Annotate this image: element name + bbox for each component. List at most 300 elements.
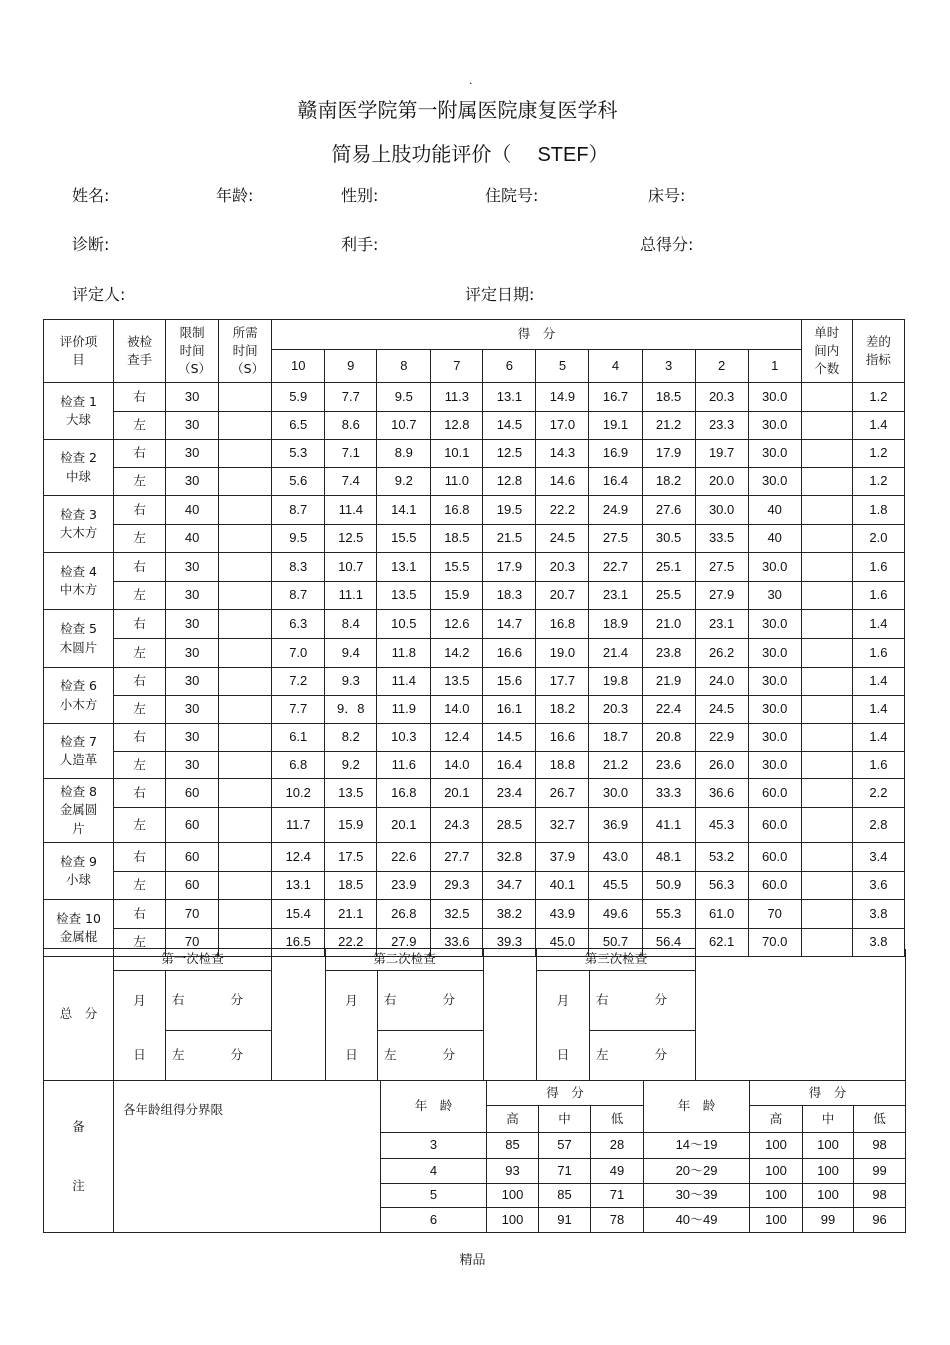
score-cell: 30.0 [748, 752, 801, 779]
table-row [44, 843, 905, 872]
score-cell: 60.0 [748, 872, 801, 900]
score-cell: 18.2 [536, 696, 589, 724]
form-title [0, 138, 940, 167]
exam-3-right: 右 分 [590, 971, 696, 1031]
score-cell: 21.9 [642, 668, 695, 696]
score-cell: 20.3 [695, 383, 748, 412]
score-cell: 30.0 [748, 639, 801, 668]
age-norm-left-low: 78 [591, 1208, 644, 1233]
assessor-field: 评定人: [72, 285, 126, 304]
diff-cell: 3.8 [852, 900, 904, 929]
score-cell: 25.5 [642, 582, 695, 610]
needed-time-cell [219, 412, 272, 440]
table-row [44, 525, 905, 553]
diff-cell: 1.6 [852, 639, 904, 668]
needed-time-cell [219, 872, 272, 900]
unit-count-cell [801, 639, 852, 668]
score-cell: 21.2 [589, 752, 642, 779]
table-row [44, 808, 905, 843]
score-cell: 18.3 [483, 582, 536, 610]
score-cell: 60.0 [748, 808, 801, 843]
score-cell: 14.1 [377, 496, 431, 525]
score-cell: 33.5 [695, 525, 748, 553]
score-cell: 10.2 [272, 779, 325, 808]
score-cell: 6.8 [272, 752, 325, 779]
diff-cell: 1.6 [852, 752, 904, 779]
score-cell: 7.4 [325, 468, 377, 496]
score-cell: 70 [748, 900, 801, 929]
score-cell: 11.4 [377, 668, 431, 696]
score-cell: 30.0 [748, 724, 801, 752]
exam-3-header: 第三次检查 [537, 949, 696, 971]
score-cell: 22.9 [695, 724, 748, 752]
age-norm-right-high: 100 [750, 1208, 803, 1233]
header-hand: 被检查手 [114, 320, 166, 383]
score-cell: 10.1 [431, 440, 483, 468]
needed-time-cell [219, 668, 272, 696]
limit-time-cell: 60 [166, 808, 219, 843]
exam-gap-2 [484, 949, 537, 1081]
score-cell: 16.4 [483, 752, 536, 779]
needed-time-cell [219, 724, 272, 752]
score-level-header: 1 [748, 350, 801, 383]
needed-time-cell [219, 843, 272, 872]
score-cell: 17.9 [483, 553, 536, 582]
score-cell: 19.7 [695, 440, 748, 468]
hand-cell: 右 [114, 668, 166, 696]
score-cell: 22.4 [642, 696, 695, 724]
score-cell: 38.2 [483, 900, 536, 929]
score-cell: 14.0 [431, 752, 483, 779]
diff-cell: 2.8 [852, 808, 904, 843]
score-cell: 23.3 [695, 412, 748, 440]
age-norm-right-age: 30～39 [644, 1184, 750, 1208]
score-cell: 48.1 [642, 843, 695, 872]
table-row [44, 779, 905, 808]
score-cell: 27.7 [431, 843, 483, 872]
name-field: 姓名: [72, 186, 110, 205]
score-cell: 60.0 [748, 843, 801, 872]
score-cell: 8.2 [325, 724, 377, 752]
needed-time-cell [219, 808, 272, 843]
limit-time-cell: 30 [166, 724, 219, 752]
score-cell: 24.5 [695, 696, 748, 724]
score-cell: 17.5 [325, 843, 377, 872]
score-cell: 33.6 [431, 929, 483, 957]
score-cell: 11.8 [377, 639, 431, 668]
needed-time-cell [219, 525, 272, 553]
limit-time-cell: 70 [166, 929, 219, 957]
score-cell: 26.8 [377, 900, 431, 929]
score-level-header: 4 [589, 350, 642, 383]
exam-2-header: 第二次检查 [326, 949, 484, 971]
notes-high-left: 高 [487, 1106, 539, 1133]
needed-time-cell [219, 582, 272, 610]
table-row [44, 582, 905, 610]
notes-score-header-left: 得 分 [487, 1081, 644, 1106]
exam-2-day: 日 [326, 1031, 378, 1081]
score-cell: 12.4 [272, 843, 325, 872]
test-name: 检查 10 金属棍 [44, 900, 114, 957]
table-row [44, 696, 905, 724]
hand-cell: 右 [114, 383, 166, 412]
score-cell: 49.6 [589, 900, 642, 929]
score-cell: 29.3 [431, 872, 483, 900]
age-norm-right-low: 98 [854, 1184, 906, 1208]
score-cell: 32.7 [536, 808, 589, 843]
notes-label: 备 注 [44, 1081, 114, 1233]
score-level-header: 7 [431, 350, 483, 383]
unit-count-cell [801, 843, 852, 872]
score-cell: 12.5 [483, 440, 536, 468]
test-name: 检查 2 中球 [44, 440, 114, 496]
score-cell: 6.3 [272, 610, 325, 639]
score-cell: 9.2 [325, 752, 377, 779]
age-norm-right-age: 14～19 [644, 1133, 750, 1159]
needed-time-cell [219, 779, 272, 808]
age-norm-right-mid: 100 [803, 1159, 854, 1184]
score-cell: 14.0 [431, 696, 483, 724]
diff-cell: 1.8 [852, 496, 904, 525]
notes-mid-left: 中 [539, 1106, 591, 1133]
score-cell: 6.5 [272, 412, 325, 440]
unit-count-cell [801, 808, 852, 843]
age-norm-right-age: 40～49 [644, 1208, 750, 1233]
limit-time-cell: 30 [166, 668, 219, 696]
score-cell: 17.7 [536, 668, 589, 696]
score-cell: 14.7 [483, 610, 536, 639]
header-diff: 差的指标 [852, 320, 904, 383]
diagnosis-field: 诊断: [72, 235, 110, 254]
score-cell: 7.2 [272, 668, 325, 696]
hand-cell: 左 [114, 752, 166, 779]
header-limit-time: 限制时间（S） [166, 320, 219, 383]
unit-count-cell [801, 900, 852, 929]
table-row [44, 496, 905, 525]
score-cell: 33.3 [642, 779, 695, 808]
score-level-header: 10 [272, 350, 325, 383]
table-row [44, 412, 905, 440]
unit-count-cell [801, 696, 852, 724]
test-name: 检查 1 大球 [44, 383, 114, 440]
score-cell: 16.5 [272, 929, 325, 957]
limit-time-cell: 60 [166, 843, 219, 872]
diff-cell: 1.4 [852, 668, 904, 696]
limit-time-cell: 30 [166, 468, 219, 496]
limit-time-cell: 30 [166, 582, 219, 610]
hand-cell: 左 [114, 872, 166, 900]
score-cell: 16.9 [589, 440, 642, 468]
score-cell: 30.0 [748, 440, 801, 468]
hand-cell: 右 [114, 440, 166, 468]
unit-count-cell [801, 553, 852, 582]
score-cell: 20.1 [431, 779, 483, 808]
score-cell: 16.1 [483, 696, 536, 724]
score-cell: 18.7 [589, 724, 642, 752]
exam-1-day: 日 [114, 1031, 166, 1081]
score-cell: 27.6 [642, 496, 695, 525]
unit-count-cell [801, 412, 852, 440]
score-cell: 6.1 [272, 724, 325, 752]
age-norm-left-mid: 71 [539, 1159, 591, 1184]
header-dot: . [469, 74, 473, 87]
score-cell: 30.0 [748, 553, 801, 582]
score-cell: 55.3 [642, 900, 695, 929]
age-norm-right-mid: 100 [803, 1133, 854, 1159]
age-norm-left-high: 100 [487, 1184, 539, 1208]
age-norm-left-mid: 91 [539, 1208, 591, 1233]
score-cell: 25.1 [642, 553, 695, 582]
score-cell: 14.5 [483, 724, 536, 752]
needed-time-cell [219, 696, 272, 724]
unit-count-cell [801, 440, 852, 468]
score-cell: 14.2 [431, 639, 483, 668]
score-cell: 16.4 [589, 468, 642, 496]
score-cell: 20.3 [589, 696, 642, 724]
score-cell: 10.7 [377, 412, 431, 440]
score-cell: 30.0 [695, 496, 748, 525]
score-cell: 41.1 [642, 808, 695, 843]
score-cell: 24.0 [695, 668, 748, 696]
score-level-header: 9 [325, 350, 377, 383]
score-cell: 10.5 [377, 610, 431, 639]
age-norm-left-mid: 85 [539, 1184, 591, 1208]
hand-cell: 左 [114, 582, 166, 610]
hand-cell: 左 [114, 412, 166, 440]
score-cell: 37.9 [536, 843, 589, 872]
needed-time-cell [219, 639, 272, 668]
score-level-header: 5 [536, 350, 589, 383]
score-cell: 20.8 [642, 724, 695, 752]
limit-time-cell: 30 [166, 610, 219, 639]
diff-cell: 1.2 [852, 383, 904, 412]
exam-3-left: 左 分 [590, 1031, 696, 1081]
age-norm-right-low: 99 [854, 1159, 906, 1184]
score-cell: 11.7 [272, 808, 325, 843]
score-cell: 50.7 [589, 929, 642, 957]
footer-text: 精品 [459, 1253, 486, 1268]
score-cell: 18.9 [589, 610, 642, 639]
score-cell: 27.5 [589, 525, 642, 553]
needed-time-cell [219, 553, 272, 582]
unit-count-cell [801, 383, 852, 412]
total-score-table [43, 948, 906, 1081]
score-cell: 8.9 [377, 440, 431, 468]
limit-time-cell: 30 [166, 639, 219, 668]
score-cell: 30.0 [748, 468, 801, 496]
score-cell: 18.8 [536, 752, 589, 779]
score-cell: 13.1 [483, 383, 536, 412]
age-norm-right-low: 96 [854, 1208, 906, 1233]
unit-count-cell [801, 752, 852, 779]
hand-cell: 右 [114, 553, 166, 582]
limit-time-cell: 30 [166, 696, 219, 724]
diff-cell: 3.8 [852, 929, 904, 957]
age-norm-right-high: 100 [750, 1184, 803, 1208]
test-name: 检查 7 人造革 [44, 724, 114, 779]
hand-cell: 左 [114, 696, 166, 724]
age-norm-left-high: 100 [487, 1208, 539, 1233]
hand-cell: 右 [114, 610, 166, 639]
age-norm-left-low: 28 [591, 1133, 644, 1159]
score-cell: 12.5 [325, 525, 377, 553]
score-cell: 16.6 [483, 639, 536, 668]
diff-cell: 3.4 [852, 843, 904, 872]
score-cell: 11.4 [325, 496, 377, 525]
table-row [44, 610, 905, 639]
diff-cell: 2.0 [852, 525, 904, 553]
hand-cell: 左 [114, 639, 166, 668]
table-row [44, 468, 905, 496]
limit-time-cell: 40 [166, 496, 219, 525]
score-cell: 16.8 [431, 496, 483, 525]
score-cell: 15.9 [325, 808, 377, 843]
score-cell: 23.4 [483, 779, 536, 808]
table-row [44, 872, 905, 900]
score-cell: 23.8 [642, 639, 695, 668]
score-cell: 21.1 [325, 900, 377, 929]
score-cell: 23.6 [642, 752, 695, 779]
score-cell: 23.1 [589, 582, 642, 610]
age-norm-left-high: 85 [487, 1133, 539, 1159]
notes-age-header-right: 年 龄 [644, 1081, 750, 1133]
score-cell: 7.0 [272, 639, 325, 668]
exam-gap-1 [272, 949, 326, 1081]
score-cell: 9.5 [377, 383, 431, 412]
unit-count-cell [801, 610, 852, 639]
score-cell: 8.4 [325, 610, 377, 639]
score-cell: 27.9 [377, 929, 431, 957]
age-field: 年龄: [216, 186, 254, 205]
stef-score-table [43, 319, 905, 957]
score-cell: 60.0 [748, 779, 801, 808]
score-cell: 9．8 [325, 696, 377, 724]
score-cell: 16.8 [377, 779, 431, 808]
limit-time-cell: 60 [166, 872, 219, 900]
score-cell: 12.8 [431, 412, 483, 440]
score-cell: 50.9 [642, 872, 695, 900]
table-row [44, 440, 905, 468]
age-norm-left-high: 93 [487, 1159, 539, 1184]
score-cell: 15.5 [431, 553, 483, 582]
score-cell: 24.3 [431, 808, 483, 843]
total-score-field: 总得分: [640, 235, 694, 254]
limit-time-cell: 30 [166, 553, 219, 582]
header-unit-count: 单时间内个数 [801, 320, 852, 383]
score-cell: 56.4 [642, 929, 695, 957]
score-cell: 19.8 [589, 668, 642, 696]
score-cell: 30.0 [748, 383, 801, 412]
score-cell: 10.7 [325, 553, 377, 582]
diff-cell: 1.4 [852, 610, 904, 639]
score-cell: 8.7 [272, 496, 325, 525]
age-norm-left-age: 6 [381, 1208, 487, 1233]
score-cell: 11.9 [377, 696, 431, 724]
score-cell: 16.7 [589, 383, 642, 412]
exam-2-month: 月 [326, 971, 378, 1031]
hand-cell: 右 [114, 724, 166, 752]
score-cell: 12.4 [431, 724, 483, 752]
score-cell: 5.9 [272, 383, 325, 412]
sex-field: 性别: [341, 186, 379, 205]
unit-count-cell [801, 468, 852, 496]
diff-cell: 1.2 [852, 468, 904, 496]
exam-1-month: 月 [114, 971, 166, 1031]
score-cell: 17.9 [642, 440, 695, 468]
diff-cell: 1.4 [852, 696, 904, 724]
score-cell: 13.1 [272, 872, 325, 900]
score-cell: 39.3 [483, 929, 536, 957]
score-cell: 19.5 [483, 496, 536, 525]
exam-blank-right [696, 949, 906, 1081]
limit-time-cell: 60 [166, 779, 219, 808]
score-cell: 16.8 [536, 610, 589, 639]
test-name: 检查 6 小木方 [44, 668, 114, 724]
score-cell: 12.6 [431, 610, 483, 639]
score-cell: 14.3 [536, 440, 589, 468]
limit-time-cell: 30 [166, 440, 219, 468]
score-cell: 21.2 [642, 412, 695, 440]
needed-time-cell [219, 900, 272, 929]
score-level-header: 6 [483, 350, 536, 383]
score-cell: 10.3 [377, 724, 431, 752]
age-norm-left-low: 49 [591, 1159, 644, 1184]
exam-3-day: 日 [537, 1031, 590, 1081]
score-cell: 45.5 [589, 872, 642, 900]
exam-1-right: 右 分 [166, 971, 272, 1031]
score-cell: 40.1 [536, 872, 589, 900]
table-row [44, 383, 905, 412]
score-cell: 14.9 [536, 383, 589, 412]
bed-no-field: 床号: [648, 186, 686, 205]
limit-time-cell: 70 [166, 900, 219, 929]
needed-time-cell [219, 610, 272, 639]
needed-time-cell [219, 440, 272, 468]
diff-cell: 1.4 [852, 724, 904, 752]
score-cell: 9.5 [272, 525, 325, 553]
header-item: 评价项目 [44, 320, 114, 383]
hand-cell: 左 [114, 525, 166, 553]
notes-score-header-right: 得 分 [750, 1081, 906, 1106]
score-cell: 14.5 [483, 412, 536, 440]
score-cell: 13.5 [325, 779, 377, 808]
score-cell: 22.2 [325, 929, 377, 957]
score-cell: 8.3 [272, 553, 325, 582]
score-cell: 28.5 [483, 808, 536, 843]
needed-time-cell [219, 468, 272, 496]
score-cell: 19.1 [589, 412, 642, 440]
form-title-code: STEF） [537, 144, 609, 166]
hand-cell: 左 [114, 808, 166, 843]
score-cell: 34.7 [483, 872, 536, 900]
score-cell: 18.2 [642, 468, 695, 496]
hand-cell: 右 [114, 843, 166, 872]
score-cell: 24.9 [589, 496, 642, 525]
unit-count-cell [801, 724, 852, 752]
total-label: 总 分 [44, 949, 114, 1081]
form-title-text: 简易上肢功能评价（ [331, 142, 512, 166]
test-name: 检查 5 木圆片 [44, 610, 114, 668]
score-cell: 40 [748, 496, 801, 525]
score-cell: 11.6 [377, 752, 431, 779]
score-cell: 18.5 [431, 525, 483, 553]
score-cell: 13.5 [431, 668, 483, 696]
age-norm-right-low: 98 [854, 1133, 906, 1159]
score-cell: 7.1 [325, 440, 377, 468]
diff-cell: 1.6 [852, 553, 904, 582]
score-cell: 21.4 [589, 639, 642, 668]
notes-age-header-left: 年 龄 [381, 1081, 487, 1133]
